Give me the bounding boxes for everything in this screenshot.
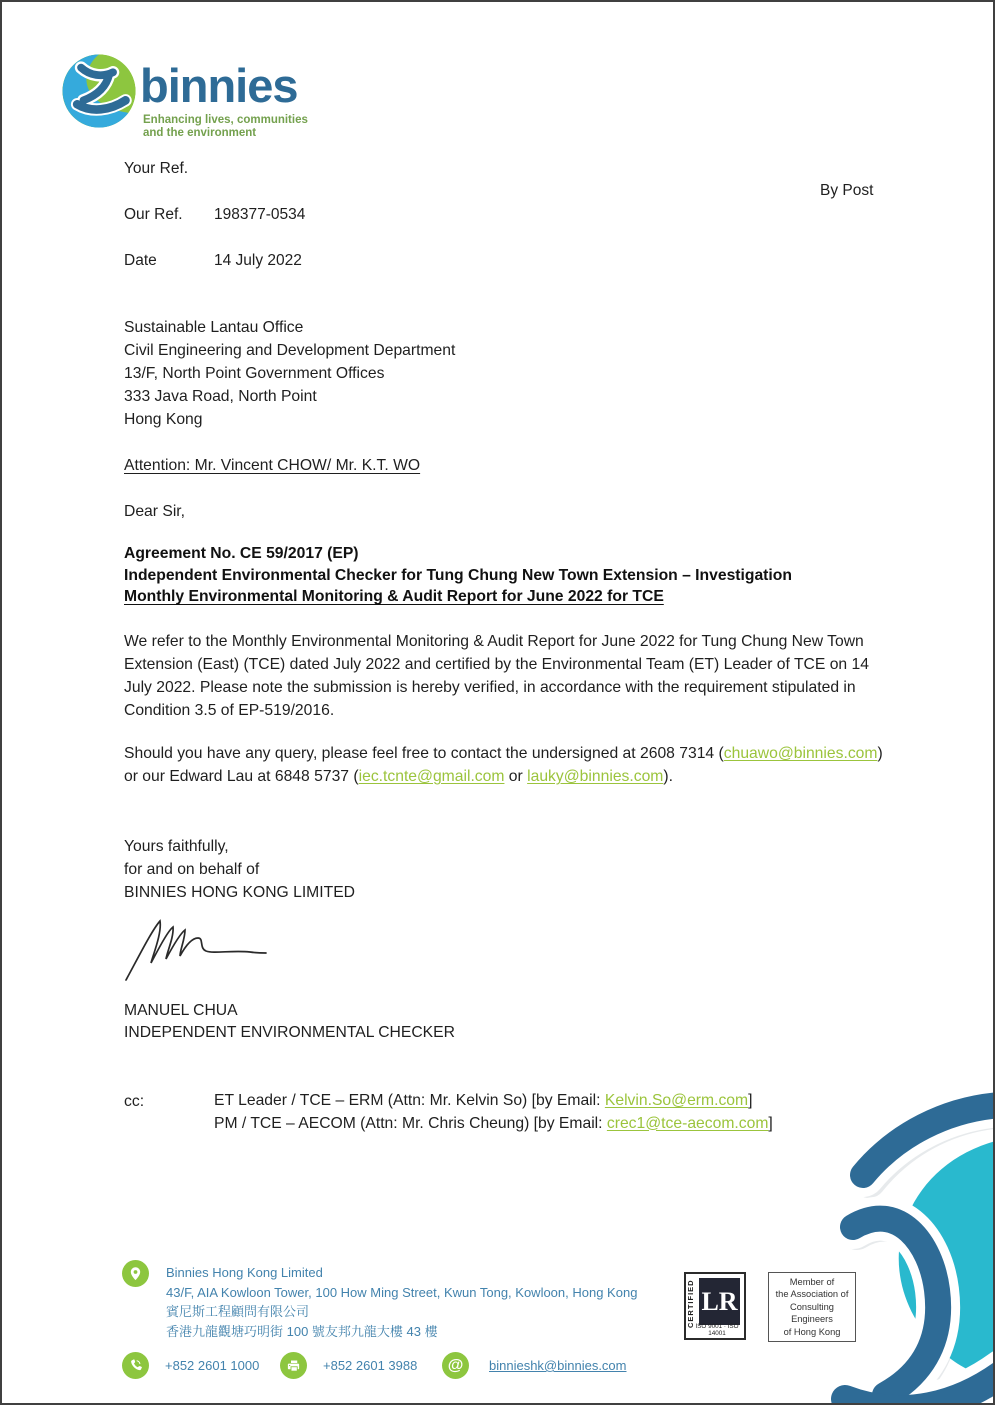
email-link-kelvin-so[interactable]: Kelvin.So@erm.com xyxy=(604,1092,749,1109)
cc-line-1: ET Leader / TCE – ERM (Attn: Mr. Kelvin So) [by Email: Kelvin.So@erm.com] xyxy=(214,1092,753,1109)
binnies-logo-icon xyxy=(60,52,138,130)
closing-block xyxy=(124,835,355,904)
subject-report-title: Monthly Environmental Monitoring & Audit Report for June 2022 for TCE xyxy=(124,588,664,605)
our-ref-value: 198377-0534 xyxy=(214,206,306,223)
cc-line-2: PM / TCE – AECOM (Attn: Mr. Chris Cheung) [by Email: crec1@tce-aecom.com] xyxy=(214,1114,773,1132)
footer-company-en: Binnies Hong Kong Limited xyxy=(166,1265,323,1280)
signatory-name: MANUEL CHUA xyxy=(124,1002,238,1019)
para2-text: or xyxy=(504,768,528,785)
footer-company-zh: 賓尼斯工程顧問有限公司 xyxy=(166,1304,310,1319)
subject-agreement: Agreement No. CE 59/2017 (EP) xyxy=(124,545,359,562)
email-link-chuawo[interactable]: chuawo@binnies.com xyxy=(723,745,878,762)
lr-iso-text: ISO 9001 · ISO 14001 xyxy=(695,1323,739,1337)
recipient-line: Sustainable Lantau Office xyxy=(124,319,304,336)
email-link-iec-tcnte[interactable]: iec.tcnte@gmail.com xyxy=(358,768,505,785)
salutation: Dear Sir, xyxy=(124,503,186,520)
brand-wordmark: binnies xyxy=(140,59,298,112)
brand-tagline: Enhancing lives, communities and the environment xyxy=(143,114,308,139)
cc-label: cc: xyxy=(124,1093,145,1110)
fax-icon xyxy=(280,1352,307,1379)
phone-icon xyxy=(122,1352,149,1379)
recipient-line: 13/F, North Point Government Offices xyxy=(124,365,385,382)
lr-certified-label: CERTIFIED xyxy=(686,1279,695,1328)
footer-fax: +852 2601 3988 xyxy=(323,1358,418,1373)
body-paragraph-2 xyxy=(124,742,889,788)
recipient-line: Civil Engineering and Development Department xyxy=(124,342,456,359)
delivery-method: By Post xyxy=(820,182,874,199)
cc-list xyxy=(214,1090,894,1135)
closing-line: for and on behalf of xyxy=(124,861,260,878)
handwritten-signature xyxy=(120,914,270,986)
email-link-crec1[interactable]: crec1@tce-aecom.com xyxy=(606,1114,769,1132)
your-ref-label: Your Ref. xyxy=(124,160,189,177)
recipient-line: Hong Kong xyxy=(124,411,203,428)
footer-email-link[interactable]: binnieshk@binnies.com xyxy=(489,1358,627,1373)
attention-line: Attention: Mr. Vincent CHOW/ Mr. K.T. WO xyxy=(124,457,421,474)
footer-address-zh: 香港九龍觀塘巧明街 100 號友邦九龍大樓 43 樓 xyxy=(166,1323,438,1339)
lr-logo-icon: LR xyxy=(699,1278,740,1325)
closing-line: Yours faithfully, xyxy=(124,838,229,855)
body-paragraph-1: We refer to the Monthly Environmental Monitoring & Audit Report for June 2022 for Tung Chung New Town Extension (East) (TCE) dated July 2022 and certified by the Environmental Team (ET) Leader of TCE on 14 July 2022. Please note the submission is hereby verified, in accordance with the requirement stipulated in Condition 3.5 of EP-519/2016. xyxy=(124,633,869,719)
recipient-address xyxy=(124,316,455,431)
at-email-icon: @ xyxy=(442,1352,469,1379)
para2-text: ) or our Edward Lau at 6848 5737 ( xyxy=(124,745,883,785)
our-ref-label: Our Ref. xyxy=(124,206,183,223)
para2-text: Should you have any query, please feel free to contact the undersigned at 2608 7314 ( xyxy=(124,745,724,762)
subject-project: Independent Environmental Checker for Tung Chung New Town Extension – Investigation xyxy=(124,566,792,584)
signatory-title: INDEPENDENT ENVIRONMENTAL CHECKER xyxy=(124,1024,455,1041)
signatory-block xyxy=(124,1000,455,1044)
ace-membership-badge: Member of the Association of Consulting Engineers of Hong Kong xyxy=(768,1272,856,1342)
para2-text: ). xyxy=(663,768,673,785)
footer-phone: +852 2601 1000 xyxy=(165,1358,260,1373)
location-pin-icon xyxy=(122,1260,149,1287)
recipient-line: 333 Java Road, North Point xyxy=(124,388,317,405)
footer-address-block xyxy=(166,1263,637,1341)
email-link-lauky[interactable]: lauky@binnies.com xyxy=(527,768,664,785)
footer-address-en: 43/F, AIA Kowloon Tower, 100 How Ming Street, Kwun Tong, Kowloon, Hong Kong xyxy=(166,1284,638,1300)
date-value: 14 July 2022 xyxy=(214,252,302,269)
closing-company: BINNIES HONG KONG LIMITED xyxy=(124,884,355,901)
subject-block xyxy=(124,543,792,608)
lr-certification-badge xyxy=(684,1272,746,1340)
date-label: Date xyxy=(124,252,157,269)
